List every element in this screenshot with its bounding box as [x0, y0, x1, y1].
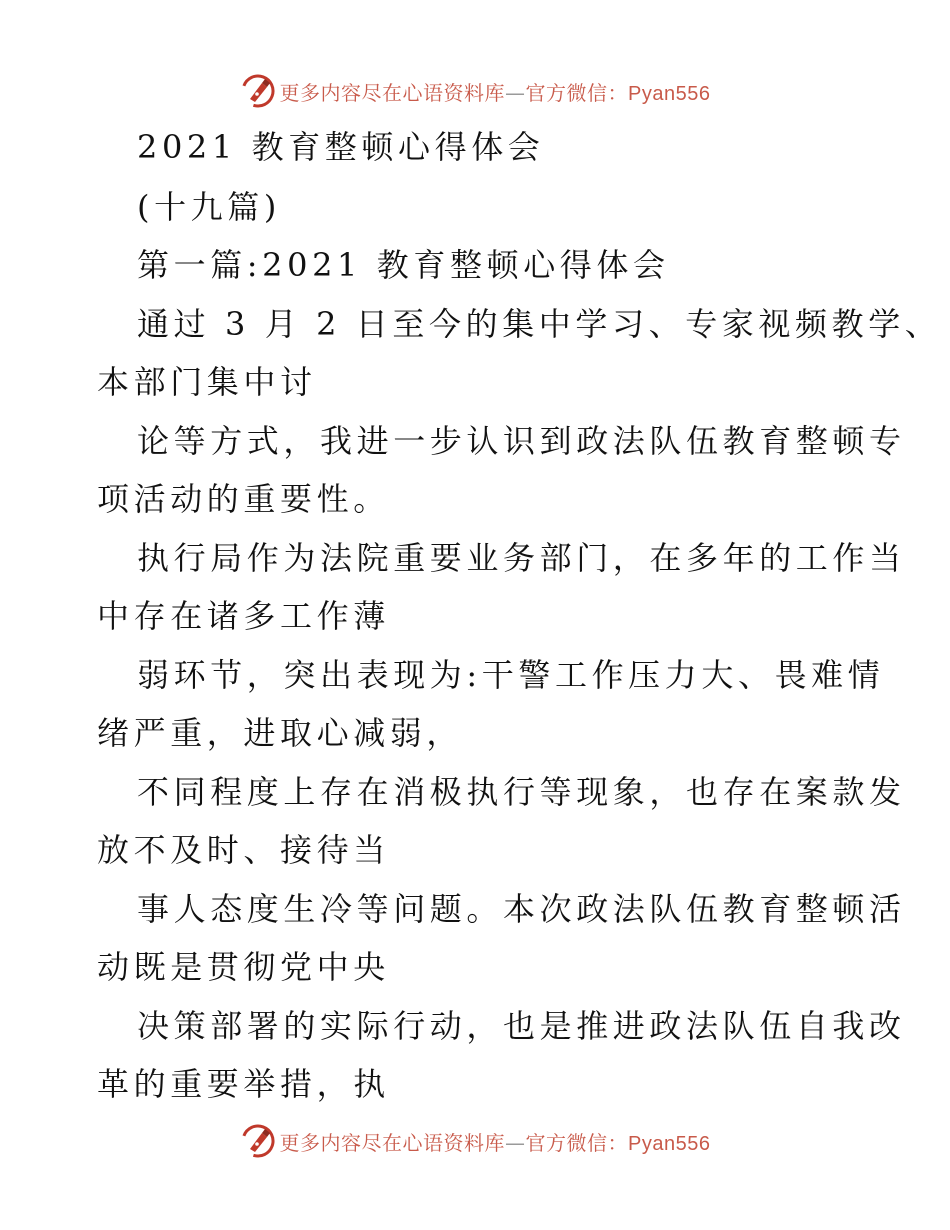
document-subtitle: (十九篇)	[137, 188, 281, 226]
pen-nib-circle-icon	[240, 73, 276, 109]
paragraph-line: 中存在诸多工作薄	[97, 597, 390, 635]
paragraph-line: 革的重要举措，执	[97, 1065, 390, 1103]
paragraph-line: 不同程度上存在消极执行等现象，也存在案款发	[137, 773, 906, 811]
footer-watermark	[0, 1121, 950, 1161]
paragraph-line: 放不及时、接待当	[97, 831, 390, 869]
paragraph-line: 执行局作为法院重要业务部门，在多年的工作当	[137, 539, 906, 577]
paragraph-line: 项活动的重要性。	[97, 480, 390, 518]
paragraph-line: 决策部署的实际行动，也是推进政法队伍自我改	[137, 1007, 906, 1045]
paragraph-line: 动既是贯彻党中央	[97, 948, 390, 986]
paragraph-line: 绪严重，进取心减弱，	[97, 714, 464, 752]
section-heading: 第一篇:2021 教育整顿心得体会	[137, 246, 670, 284]
paragraph-line: 通过 3 月 2 日至今的集中学习、专家视频教学、	[137, 305, 942, 343]
paragraph-line: 事人态度生冷等问题。本次政法队伍教育整顿活	[137, 890, 906, 928]
document-title: 2021 教育整顿心得体会	[137, 128, 545, 166]
watermark-text: 更多内容尽在心语资料库—官方微信：Pyan556	[279, 80, 711, 105]
paragraph-line: 论等方式，我进一步认识到政法队伍教育整顿专	[137, 422, 906, 460]
header-watermark	[0, 71, 950, 111]
paragraph-line: 本部门集中讨	[97, 363, 317, 401]
watermark-text: 更多内容尽在心语资料库—官方微信：Pyan556	[279, 1130, 711, 1155]
pen-nib-circle-icon	[240, 1123, 276, 1159]
paragraph-line: 弱环节，突出表现为:干警工作压力大、畏难情	[137, 656, 885, 694]
